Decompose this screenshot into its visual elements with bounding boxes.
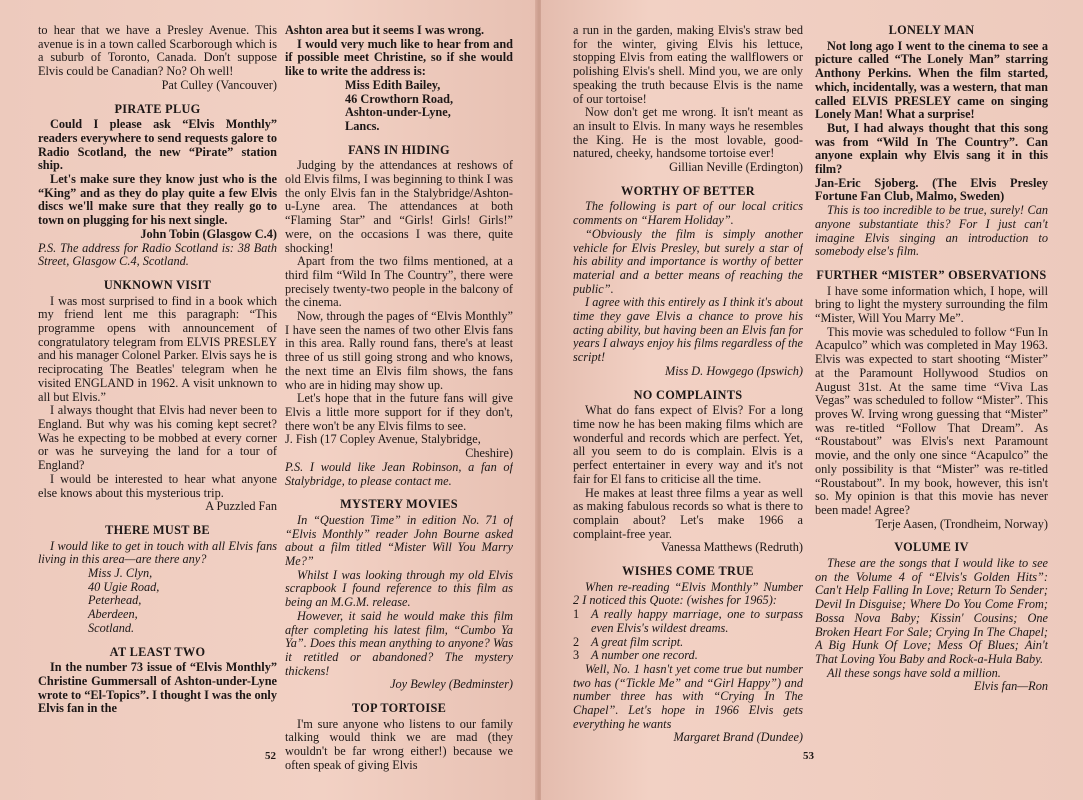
paragraph: In “Question Time” in edition No. 71 of “Elvis Monthly” reader John Bourne asked about a film titled “Mister Will You Marry Me?”: [285, 512, 513, 569]
paragraph: I agree with this entirely as I think it's about time they gave Elvis a chance to prove his acting ability, but having been an Elvis fan for years I always enjoy his films regardless of the script!: [573, 295, 803, 365]
wish-list-item: [573, 608, 803, 635]
paragraph: What do fans expect of Elvis? For a long time now he has been making films which are wonderful and records which are perfect. Yet, all you seem to do is complain. Elvis is a perfect entertainer in every way and it's not fair for El fans to criticise all the time.: [573, 403, 803, 486]
wish-list-item: [573, 649, 803, 663]
paragraph: P.S. I would like Jean Robinson, a fan of Stalybridge, to please contact me.: [285, 459, 513, 488]
paragraph: Let's make sure they know just who is the “King” and as they do play quite a few Elvis discs we'll make sure that they really go to town on plugging for his next single.: [38, 172, 277, 228]
paragraph: I would like to get in touch with all Elvis fans living in this area—are there any?: [38, 538, 277, 567]
paragraph: Apart from the two films mentioned, at a third film “Wild In The Country”, there were precisely twenty-two people in the balcony of the cinema.: [285, 254, 513, 310]
paragraph: Well, No. 1 hasn't yet come true but number two has (“Tickle Me” and “Girl Happy”) and number three has with “Crying In The Chapel”. Let's hope in 1966 Elvis gets everything he wants: [573, 661, 803, 731]
wish-list-item: [573, 636, 803, 650]
address-line: Miss Edith Bailey,: [345, 77, 441, 92]
list-number: 2: [573, 634, 580, 649]
right-page-column-1: [573, 24, 803, 745]
letter-signature: Elvis fan—Ron: [973, 679, 1048, 694]
paragraph: Ashton area but it seems I was wrong.: [285, 24, 485, 37]
letter-signature: Vanessa Matthews (Redruth): [660, 540, 803, 555]
section-heading: UNKNOWN VISIT: [103, 277, 212, 292]
letter-signature: Terje Aasen, (Trondheim, Norway): [875, 516, 1048, 531]
paragraph: Not long ago I went to the cinema to see a picture called “The Lonely Man” starring Anthony Perkins. When the film started, which, incidentally, was a western, that man called ELVIS PRESLEY came on singing Lonely Man! What a surprise!: [815, 38, 1048, 122]
address-line: Ashton-under-Lyne,: [345, 105, 451, 120]
paragraph: I always thought that Elvis had never been to England. But why was his coming kept secret? Was he expecting to be mobbed at every corner or was he surveying the land for a tour of England?: [38, 403, 277, 473]
letter-signature: Cheshire): [465, 446, 513, 461]
paragraph: J. Fish (17 Copley Avenue, Stalybridge,: [285, 432, 481, 447]
paragraph: The following is part of our local critics comments on “Harem Holiday”.: [573, 199, 803, 228]
paragraph: a run in the garden, making Elvis's straw bed for the winter, giving Elvis his lettuce, stopping Elvis from eating the wallflowers or polishing Elvis's shell. Mind you, we are only speaking the truth because Elvis is the name of our tortoise!: [573, 24, 803, 106]
right-page: [541, 0, 1083, 800]
paragraph: I'm sure anyone who listens to our family talking would think we are mad (they wouldn't be far wrong either!) because we often speak of giving Elvis: [285, 716, 513, 772]
paragraph: When re-reading “Elvis Monthly” Number 2 I noticed this Quote: (wishes for 1965):: [573, 579, 803, 608]
address-line: Scotland.: [88, 620, 135, 635]
section-heading: AT LEAST TWO: [109, 644, 206, 659]
postal-address: [285, 79, 513, 134]
left-page-column-1: [38, 24, 277, 716]
section-heading: WISHES COME TRUE: [622, 564, 754, 579]
address-line: 46 Crowthorn Road,: [345, 91, 454, 106]
letter-signature: Pat Culley (Vancouver): [161, 77, 277, 92]
list-number: 1: [573, 607, 580, 622]
paragraph: This movie was scheduled to follow “Fun In Acapulco” which was completed in May 1963. Elvis was expected to start shooting “Mister” at the Paramount Hollywood Studios on August 31st. At the same time “Viva Las Vegas” was scheduled to follow “Mister”. This proves W. Irving wrong guessing that “Mister” was re-titled “Follow That Dream”. As “Roustabout” was Elvis's next Paramount movie, and the only one since “Acapulco” the only possibility is that “Mister” was re-titled “Roustabout”. In my book, however, this isn't so. My opinion is that this movie has never been made! Agree?: [815, 324, 1048, 517]
paragraph: I would be interested to hear what anyone else knows about this mysterious trip.: [38, 471, 277, 500]
list-text: A really happy marriage, one to surpass even Elvis's wildest dreams.: [591, 607, 803, 635]
section-heading: WORTHY OF BETTER: [621, 183, 755, 198]
paragraph: I was most surprised to find in a book which my friend lent me this paragraph: “This programme opens with announcement of congratulatory telegram from ELVIS PRESLEY and his manager Colonel Parker. Elvis says he is reciprocating The Beatles' telegram when he visited ENGLAND in 1962. A visit unknown to all but Elvis.”: [38, 293, 277, 404]
list-text: A number one record.: [591, 648, 698, 663]
paragraph: Let's hope that in the future fans will give Elvis a little more support for if they don't, there won't be any Elvis films to see.: [285, 391, 513, 433]
paragraph: Now, through the pages of “Elvis Monthly” I have seen the names of two other Elvis fans in this area. Rally round fans, there's at least three of us still going strong and who knows, the next time an Elvis film shows, the fans who are in hiding may show up.: [285, 309, 513, 392]
address-line: Aberdeen,: [88, 607, 138, 622]
paragraph: “Obviously the film is simply another vehicle for Elvis Presley, but surely a star of his ability and importance is worthy of better material and a better means of reaching the public”.: [573, 226, 803, 296]
paragraph: All these songs have sold a million.: [827, 665, 1001, 680]
paragraph: I have some information which, I hope, will bring to light the mystery surrounding the film “Mister, Will You Marry Me”.: [815, 283, 1048, 326]
paragraph: Could I please ask “Elvis Monthly” readers everywhere to send requests galore to Radio Scotland, the new “Pirate” station ship.: [38, 117, 277, 173]
right-page-column-2: [815, 24, 1048, 694]
paragraph: Whilst I was looking through my old Elvis scrapbook I found reference to this film as being an M.G.M. release.: [285, 567, 513, 610]
section-heading: PIRATE PLUG: [114, 101, 201, 116]
list-text: A great film script.: [591, 634, 684, 649]
address-line: Lancs.: [345, 118, 380, 133]
letter-signature: John Tobin (Glasgow C.4): [140, 226, 277, 241]
paragraph: But, I had always thought that this song was from “Wild In The Country”. Can anyone explain why Elvis sang it in this film?: [815, 120, 1048, 177]
page-number-left: 52: [265, 750, 276, 762]
postal-address: [38, 567, 277, 636]
letter-signature: Gillian Neville (Erdington): [669, 160, 803, 175]
paragraph: Jan-Eric Sjoberg. (The Elvis Presley Fortune Fan Club, Malmo, Sweden): [815, 175, 1048, 204]
address-line: Miss J. Clyn,: [88, 566, 153, 581]
section-heading: VOLUME IV: [894, 540, 969, 555]
paragraph: In the number 73 issue of “Elvis Monthly” Christine Gummersall of Ashton-under-Lyne wrote to “El-Topics”. I thought I was the only Elvis fan in the: [38, 660, 277, 716]
section-heading: THERE MUST BE: [105, 522, 210, 537]
paragraph: I would very much like to hear from and if possible meet Christine, so if she would like to write the address is:: [285, 36, 513, 79]
paragraph: Judging by the attendances at reshows of old Elvis films, I was beginning to think I was the only Elvis fan in the Stalybridge/Ashton-u-Lyne area. The attendances at both “Flaming Star” and “Girls! Girls! Girls!” were, on the occasions I was there, quite shocking!: [285, 158, 513, 255]
paragraph: He makes at least three films a year as well as making fabulous records so what is there to complain about? Let's make 1966 a complaint-free year.: [573, 485, 803, 541]
letter-signature: A Puzzled Fan: [205, 499, 277, 514]
letter-signature: Joy Bewley (Bedminster): [390, 677, 513, 692]
section-heading: MYSTERY MOVIES: [340, 497, 458, 512]
paragraph: Now don't get me wrong. It isn't meant as an insult to Elvis. In many ways he resembles the King. He is the most lovable, good-natured, cheeky, handsome tortoise ever!: [573, 105, 803, 161]
section-heading: FANS IN HIDING: [348, 142, 450, 157]
letter-signature: Margaret Brand (Dundee): [673, 730, 803, 745]
left-page: [0, 0, 538, 800]
paragraph: However, it said he would make this film after completing his latest film, “Cumbo Ya Ya”. Does this mean anything to anyone? Was it retitled or abandoned? The mystery thickens!: [285, 608, 513, 678]
left-page-column-2: [285, 24, 513, 773]
paragraph: These are the songs that I would like to see on the Volume 4 of “Elvis's Golden Hits”: Can't Help Falling In Love; Return To Sender; Devil In Disguise; Where Do You Come From; Bossa Nova Baby; Kissin' Cousins; One Broken Heart For Sale; Crying In The Chapel; A Big Hunk Of Love; Mess Of Blues; Ain't That Loving You Baby and Rock-a-Hula Baby.: [815, 556, 1048, 666]
section-heading: LONELY MAN: [888, 24, 975, 37]
page-number-right: 53: [803, 750, 814, 762]
paragraph: This is too incredible to be true, surely! Can anyone substantiate this? For I just can't imagine Elvis singing an introduction to somebody else's film.: [815, 203, 1048, 259]
address-line: 40 Ugie Road,: [88, 579, 160, 594]
paragraph: to hear that we have a Presley Avenue. This avenue is in a town called Scarborough which is a suburb of Toronto, Canada. Don't suppose Elvis could be Canadian? No? Oh well!: [38, 24, 277, 79]
section-heading: TOP TORTOISE: [351, 701, 447, 716]
paragraph: P.S. The address for Radio Scotland is: 38 Bath Street, Glasgow C.4, Scotland.: [38, 240, 277, 269]
section-heading: NO COMPLAINTS: [633, 387, 743, 402]
address-line: Peterhead,: [88, 593, 142, 608]
letter-signature: Miss D. Howgego (Ipswich): [665, 363, 803, 378]
list-number: 3: [573, 648, 580, 663]
section-heading: FURTHER “MISTER” OBSERVATIONS: [816, 267, 1047, 282]
